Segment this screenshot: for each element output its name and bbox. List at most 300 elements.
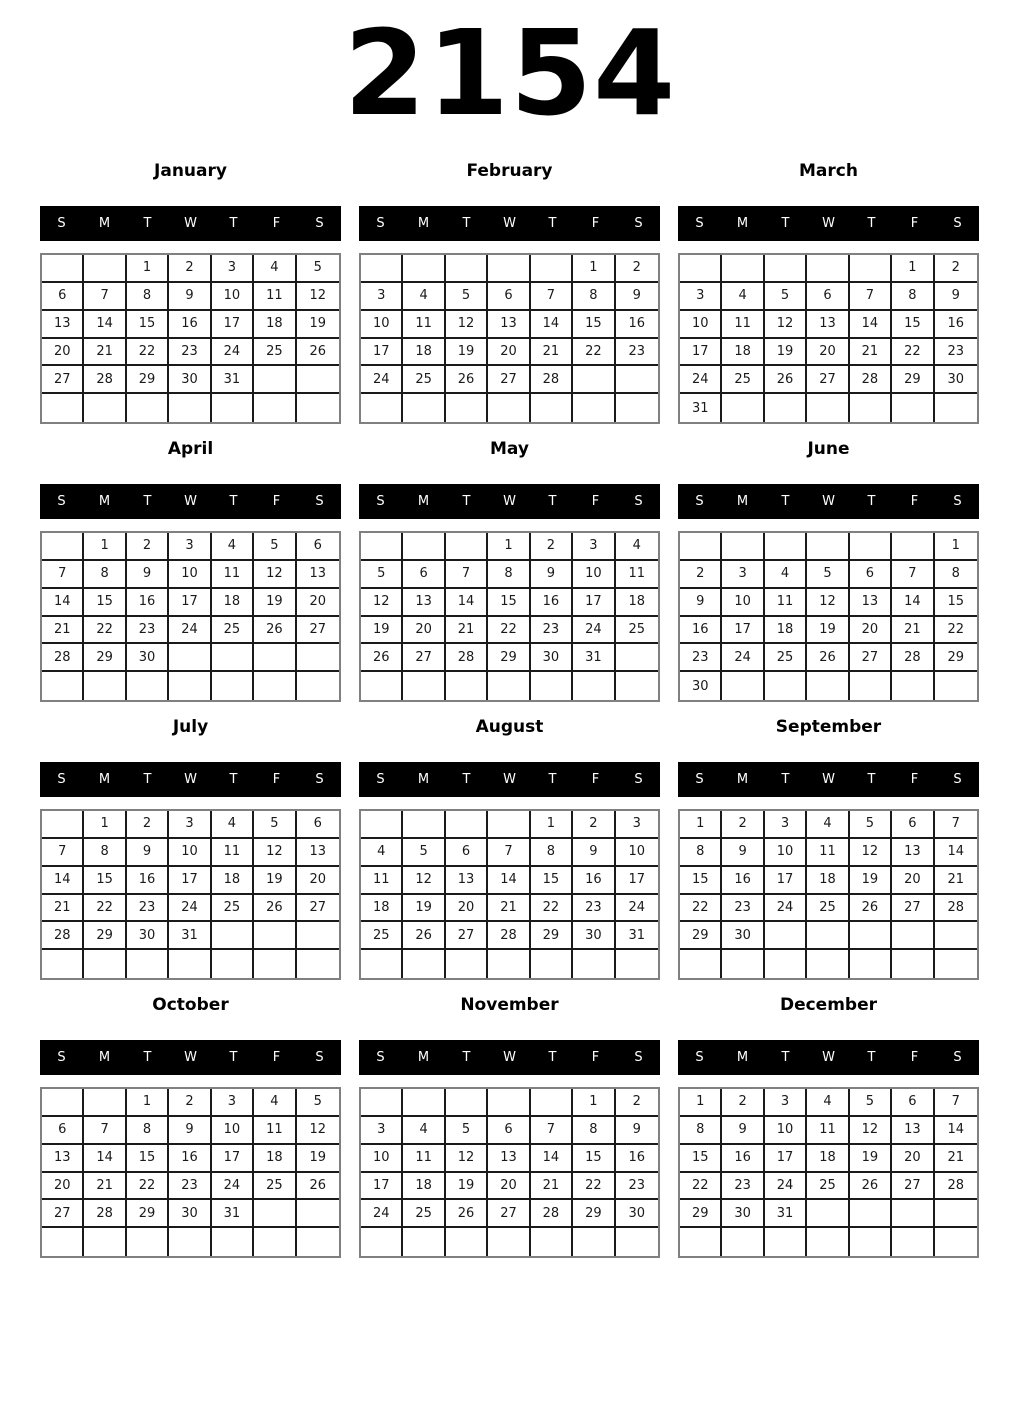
day-cell: 13	[488, 1145, 530, 1173]
month-day-grid	[678, 809, 979, 980]
day-cell: 22	[531, 895, 573, 923]
weekday-label: S	[695, 216, 704, 231]
day-cell: 2	[531, 533, 573, 561]
day-cell: 15	[84, 589, 126, 617]
day-cell: 1	[84, 533, 126, 561]
day-cell: 29	[488, 644, 530, 672]
day-cell: 1	[127, 255, 169, 283]
day-cell: 18	[765, 617, 807, 645]
empty-day-cell	[850, 255, 892, 283]
month-day-grid	[359, 1087, 660, 1258]
weekday-header-bar	[359, 1040, 660, 1075]
weekday-label: S	[634, 1050, 643, 1065]
day-cell: 24	[765, 895, 807, 923]
day-cell: 21	[488, 895, 530, 923]
weekday-label: T	[781, 216, 790, 231]
day-cell: 5	[446, 1117, 488, 1145]
day-cell: 11	[807, 1117, 849, 1145]
day-cell: 12	[254, 839, 296, 867]
day-cell: 23	[169, 339, 211, 367]
day-cell: 25	[403, 366, 445, 394]
day-cell: 7	[84, 283, 126, 311]
empty-day-cell	[84, 1089, 126, 1117]
day-cell: 28	[850, 366, 892, 394]
day-cell: 23	[722, 1173, 764, 1201]
day-cell: 10	[680, 311, 722, 339]
day-cell: 19	[765, 339, 807, 367]
day-cell: 20	[297, 589, 339, 617]
empty-day-cell	[42, 533, 84, 561]
day-cell: 31	[573, 644, 615, 672]
empty-day-cell	[212, 644, 254, 672]
empty-day-cell	[446, 1089, 488, 1117]
empty-day-cell	[488, 255, 530, 283]
weekday-label: T	[462, 1050, 471, 1065]
day-cell: 31	[680, 394, 722, 422]
day-cell: 28	[84, 366, 126, 394]
weekday-label: T	[867, 494, 876, 509]
empty-day-cell	[403, 811, 445, 839]
day-cell: 6	[892, 811, 934, 839]
month-name: November	[460, 995, 559, 1015]
day-cell: 1	[573, 255, 615, 283]
empty-day-cell	[42, 1228, 84, 1256]
day-cell: 9	[531, 561, 573, 589]
day-cell: 30	[531, 644, 573, 672]
weekday-label: M	[98, 216, 111, 231]
day-cell: 14	[892, 589, 934, 617]
day-cell: 22	[84, 895, 126, 923]
empty-day-cell	[892, 394, 934, 422]
day-cell: 24	[169, 617, 211, 645]
empty-day-cell	[807, 533, 849, 561]
day-cell: 26	[297, 339, 339, 367]
day-cell: 4	[254, 1089, 296, 1117]
day-cell: 26	[254, 895, 296, 923]
day-cell: 9	[616, 283, 658, 311]
weekday-label: M	[417, 216, 430, 231]
day-cell: 6	[446, 839, 488, 867]
day-cell: 18	[616, 589, 658, 617]
empty-day-cell	[765, 255, 807, 283]
day-cell: 17	[722, 617, 764, 645]
day-cell: 22	[680, 1173, 722, 1201]
day-cell: 11	[403, 1145, 445, 1173]
empty-day-cell	[488, 1228, 530, 1256]
day-cell: 20	[488, 1173, 530, 1201]
empty-day-cell	[297, 644, 339, 672]
weekday-header-bar	[40, 1040, 341, 1075]
day-cell: 4	[254, 255, 296, 283]
empty-day-cell	[254, 922, 296, 950]
empty-day-cell	[254, 1200, 296, 1228]
day-cell: 12	[297, 1117, 339, 1145]
empty-day-cell	[892, 922, 934, 950]
day-cell: 5	[297, 255, 339, 283]
month-name: December	[779, 995, 878, 1015]
day-cell: 26	[446, 366, 488, 394]
day-cell: 8	[127, 1117, 169, 1145]
weekday-label: S	[953, 772, 962, 787]
empty-day-cell	[765, 922, 807, 950]
weekday-label: M	[98, 772, 111, 787]
day-cell: 15	[84, 867, 126, 895]
empty-day-cell	[297, 1200, 339, 1228]
day-cell: 27	[297, 895, 339, 923]
day-cell: 31	[765, 1200, 807, 1228]
day-cell: 15	[680, 1145, 722, 1173]
empty-day-cell	[212, 394, 254, 422]
day-cell: 16	[722, 867, 764, 895]
empty-day-cell	[722, 672, 764, 700]
day-cell: 15	[573, 311, 615, 339]
empty-day-cell	[446, 394, 488, 422]
day-cell: 26	[403, 922, 445, 950]
day-cell: 28	[531, 1200, 573, 1228]
day-cell: 12	[446, 1145, 488, 1173]
day-cell: 13	[42, 1145, 84, 1173]
empty-day-cell	[807, 394, 849, 422]
day-cell: 12	[361, 589, 403, 617]
day-cell: 11	[722, 311, 764, 339]
day-cell: 16	[531, 589, 573, 617]
day-cell: 5	[850, 811, 892, 839]
empty-day-cell	[935, 1200, 977, 1228]
day-cell: 8	[935, 561, 977, 589]
day-cell: 30	[616, 1200, 658, 1228]
month-day-grid	[359, 253, 660, 424]
empty-day-cell	[254, 366, 296, 394]
month-day-grid	[40, 253, 341, 424]
day-cell: 7	[850, 283, 892, 311]
day-cell: 5	[403, 839, 445, 867]
empty-day-cell	[531, 394, 573, 422]
day-cell: 24	[573, 617, 615, 645]
weekday-header-bar	[359, 206, 660, 241]
day-cell: 14	[935, 1117, 977, 1145]
day-cell: 30	[722, 1200, 764, 1228]
day-cell: 3	[361, 283, 403, 311]
weekday-label: M	[417, 494, 430, 509]
weekday-header-bar	[40, 484, 341, 519]
day-cell: 20	[892, 867, 934, 895]
day-cell: 27	[488, 1200, 530, 1228]
day-cell: 11	[616, 561, 658, 589]
day-cell: 2	[722, 811, 764, 839]
day-cell: 31	[212, 1200, 254, 1228]
empty-day-cell	[765, 533, 807, 561]
year-title: 2154	[343, 4, 677, 142]
empty-day-cell	[850, 672, 892, 700]
day-cell: 25	[765, 644, 807, 672]
months-grid	[0, 162, 1020, 1258]
empty-day-cell	[531, 1228, 573, 1256]
day-cell: 10	[573, 561, 615, 589]
month-day-grid	[40, 809, 341, 980]
day-cell: 31	[616, 922, 658, 950]
day-cell: 8	[680, 839, 722, 867]
weekday-label: T	[867, 772, 876, 787]
day-cell: 29	[127, 1200, 169, 1228]
day-cell: 13	[297, 839, 339, 867]
empty-day-cell	[212, 672, 254, 700]
day-cell: 11	[212, 839, 254, 867]
day-cell: 4	[616, 533, 658, 561]
weekday-label: T	[781, 1050, 790, 1065]
empty-day-cell	[573, 672, 615, 700]
day-cell: 23	[573, 895, 615, 923]
empty-day-cell	[169, 644, 211, 672]
day-cell: 25	[254, 339, 296, 367]
day-cell: 4	[722, 283, 764, 311]
day-cell: 2	[616, 255, 658, 283]
day-cell: 12	[807, 589, 849, 617]
day-cell: 18	[722, 339, 764, 367]
day-cell: 10	[722, 589, 764, 617]
day-cell: 23	[722, 895, 764, 923]
day-cell: 17	[573, 589, 615, 617]
weekday-label: F	[272, 772, 281, 787]
day-cell: 3	[616, 811, 658, 839]
month-day-grid	[678, 1087, 979, 1258]
day-cell: 29	[127, 366, 169, 394]
day-cell: 2	[680, 561, 722, 589]
month-block-november	[359, 996, 660, 1258]
day-cell: 8	[488, 561, 530, 589]
day-cell: 23	[127, 895, 169, 923]
weekday-label: F	[272, 494, 281, 509]
day-cell: 25	[361, 922, 403, 950]
day-cell: 11	[254, 1117, 296, 1145]
month-name: July	[172, 717, 209, 737]
day-cell: 1	[680, 1089, 722, 1117]
day-cell: 15	[680, 867, 722, 895]
day-cell: 26	[765, 366, 807, 394]
empty-day-cell	[531, 672, 573, 700]
day-cell: 18	[361, 895, 403, 923]
weekday-label: T	[548, 494, 557, 509]
day-cell: 30	[169, 1200, 211, 1228]
day-cell: 20	[807, 339, 849, 367]
empty-day-cell	[361, 950, 403, 978]
month-day-grid	[678, 531, 979, 702]
day-cell: 9	[169, 283, 211, 311]
day-cell: 20	[42, 1173, 84, 1201]
empty-day-cell	[807, 1200, 849, 1228]
day-cell: 8	[84, 839, 126, 867]
day-cell: 21	[850, 339, 892, 367]
weekday-label: S	[315, 494, 324, 509]
day-cell: 30	[573, 922, 615, 950]
day-cell: 10	[169, 839, 211, 867]
empty-day-cell	[403, 533, 445, 561]
day-cell: 27	[42, 1200, 84, 1228]
empty-day-cell	[531, 255, 573, 283]
day-cell: 10	[212, 283, 254, 311]
empty-day-cell	[84, 1228, 126, 1256]
weekday-label: S	[315, 216, 324, 231]
empty-day-cell	[361, 255, 403, 283]
empty-day-cell	[361, 811, 403, 839]
day-cell: 4	[212, 533, 254, 561]
day-cell: 18	[807, 1145, 849, 1173]
weekday-label: F	[272, 216, 281, 231]
day-cell: 1	[892, 255, 934, 283]
weekday-label: T	[462, 216, 471, 231]
weekday-label: T	[229, 494, 238, 509]
day-cell: 10	[765, 839, 807, 867]
weekday-label: S	[376, 494, 385, 509]
day-cell: 21	[84, 1173, 126, 1201]
day-cell: 9	[127, 561, 169, 589]
day-cell: 18	[807, 867, 849, 895]
day-cell: 18	[212, 589, 254, 617]
empty-day-cell	[84, 672, 126, 700]
empty-day-cell	[254, 950, 296, 978]
weekday-label: F	[591, 494, 600, 509]
day-cell: 15	[488, 589, 530, 617]
month-name: June	[807, 439, 850, 459]
empty-day-cell	[403, 1228, 445, 1256]
day-cell: 6	[42, 283, 84, 311]
month-block-march	[678, 162, 979, 424]
empty-day-cell	[403, 950, 445, 978]
day-cell: 28	[488, 922, 530, 950]
day-cell: 1	[531, 811, 573, 839]
day-cell: 21	[42, 895, 84, 923]
empty-day-cell	[680, 950, 722, 978]
empty-day-cell	[807, 672, 849, 700]
weekday-label: M	[98, 1050, 111, 1065]
day-cell: 3	[765, 811, 807, 839]
day-cell: 21	[935, 867, 977, 895]
empty-day-cell	[892, 672, 934, 700]
weekday-label: T	[867, 1050, 876, 1065]
day-cell: 14	[84, 311, 126, 339]
day-cell: 18	[254, 311, 296, 339]
empty-day-cell	[212, 922, 254, 950]
day-cell: 19	[254, 589, 296, 617]
day-cell: 23	[680, 644, 722, 672]
day-cell: 19	[807, 617, 849, 645]
day-cell: 4	[361, 839, 403, 867]
empty-day-cell	[361, 1228, 403, 1256]
empty-day-cell	[42, 1089, 84, 1117]
day-cell: 2	[169, 1089, 211, 1117]
day-cell: 4	[212, 811, 254, 839]
day-cell: 17	[169, 867, 211, 895]
day-cell: 6	[297, 533, 339, 561]
empty-day-cell	[488, 394, 530, 422]
empty-day-cell	[254, 644, 296, 672]
day-cell: 19	[850, 867, 892, 895]
day-cell: 21	[84, 339, 126, 367]
day-cell: 27	[446, 922, 488, 950]
day-cell: 9	[722, 1117, 764, 1145]
day-cell: 28	[935, 1173, 977, 1201]
weekday-label: S	[953, 216, 962, 231]
day-cell: 20	[488, 339, 530, 367]
day-cell: 22	[573, 1173, 615, 1201]
day-cell: 26	[807, 644, 849, 672]
day-cell: 28	[935, 895, 977, 923]
day-cell: 28	[531, 366, 573, 394]
day-cell: 25	[212, 895, 254, 923]
day-cell: 1	[680, 811, 722, 839]
day-cell: 13	[892, 1117, 934, 1145]
day-cell: 2	[935, 255, 977, 283]
day-cell: 8	[892, 283, 934, 311]
weekday-label: T	[143, 216, 152, 231]
day-cell: 25	[807, 1173, 849, 1201]
weekday-label: S	[376, 1050, 385, 1065]
day-cell: 20	[42, 339, 84, 367]
empty-day-cell	[935, 672, 977, 700]
day-cell: 1	[488, 533, 530, 561]
empty-day-cell	[488, 811, 530, 839]
weekday-label: T	[781, 772, 790, 787]
empty-day-cell	[297, 672, 339, 700]
day-cell: 14	[850, 311, 892, 339]
day-cell: 16	[169, 311, 211, 339]
empty-day-cell	[680, 533, 722, 561]
empty-day-cell	[488, 672, 530, 700]
empty-day-cell	[850, 950, 892, 978]
day-cell: 17	[765, 867, 807, 895]
day-cell: 6	[892, 1089, 934, 1117]
day-cell: 14	[531, 1145, 573, 1173]
weekday-label: S	[695, 1050, 704, 1065]
day-cell: 14	[84, 1145, 126, 1173]
month-name: April	[167, 439, 214, 459]
empty-day-cell	[616, 672, 658, 700]
empty-day-cell	[446, 255, 488, 283]
empty-day-cell	[935, 1228, 977, 1256]
empty-day-cell	[254, 394, 296, 422]
empty-day-cell	[616, 950, 658, 978]
day-cell: 5	[297, 1089, 339, 1117]
day-cell: 7	[892, 561, 934, 589]
empty-day-cell	[127, 950, 169, 978]
empty-day-cell	[446, 533, 488, 561]
empty-day-cell	[446, 672, 488, 700]
day-cell: 12	[850, 1117, 892, 1145]
empty-day-cell	[403, 394, 445, 422]
empty-day-cell	[573, 950, 615, 978]
empty-day-cell	[573, 366, 615, 394]
day-cell: 18	[403, 339, 445, 367]
day-cell: 17	[169, 589, 211, 617]
day-cell: 3	[212, 255, 254, 283]
day-cell: 10	[361, 311, 403, 339]
day-cell: 5	[254, 533, 296, 561]
day-cell: 21	[531, 1173, 573, 1201]
day-cell: 22	[127, 339, 169, 367]
day-cell: 16	[680, 617, 722, 645]
empty-day-cell	[531, 1089, 573, 1117]
empty-day-cell	[42, 811, 84, 839]
day-cell: 3	[361, 1117, 403, 1145]
weekday-label: S	[953, 1050, 962, 1065]
day-cell: 20	[446, 895, 488, 923]
weekday-header-bar	[678, 206, 979, 241]
day-cell: 5	[361, 561, 403, 589]
empty-day-cell	[169, 672, 211, 700]
month-name: October	[152, 995, 229, 1015]
empty-day-cell	[807, 950, 849, 978]
empty-day-cell	[446, 950, 488, 978]
weekday-label: S	[57, 1050, 66, 1065]
